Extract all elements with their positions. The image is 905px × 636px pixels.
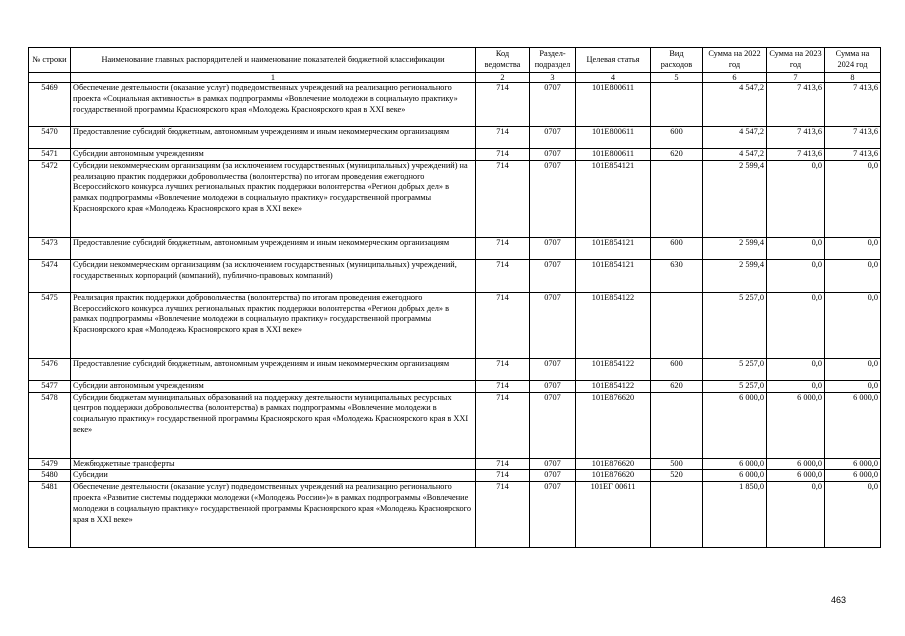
sum-2023-cell: 6 000,0 bbox=[767, 392, 825, 458]
column-number: 7 bbox=[767, 73, 825, 83]
column-number: 3 bbox=[530, 73, 576, 83]
sum-2024-cell: 7 413,6 bbox=[825, 149, 881, 161]
name-cell: Предоставление субсидий бюджетным, автономным учреждениям и иным некоммерческим организациям bbox=[71, 358, 476, 380]
sum-2022-cell: 1 850,0 bbox=[703, 482, 767, 548]
column-number: 2 bbox=[476, 73, 530, 83]
table-row bbox=[29, 292, 881, 358]
name-cell: Субсидии некоммерческим организациям (за исключением государственных (муниципальных) учреждений, государственных корпораций (компаний), публично-правовых компаний) bbox=[71, 259, 476, 292]
target-article-cell: 101E800611 bbox=[576, 149, 651, 161]
sum-2024-cell: 7 413,6 bbox=[825, 127, 881, 149]
table-row bbox=[29, 160, 881, 237]
dept-code-cell: 714 bbox=[476, 237, 530, 259]
sum-2024-cell: 6 000,0 bbox=[825, 458, 881, 470]
row-number-cell: 5480 bbox=[29, 470, 71, 482]
name-cell: Субсидии бюджетам муниципальных образований на поддержку деятельности муниципальных ресурсных центров поддержки добровольчества (волонтерства) в рамках подпрограммы «Вовлечение молодежи в социальную практику» государственной программы Красноярского края «Молодежь Красноярского края в XXI веке» bbox=[71, 392, 476, 458]
expense-type-cell bbox=[651, 83, 703, 127]
section-cell: 0707 bbox=[530, 392, 576, 458]
expense-type-cell: 630 bbox=[651, 259, 703, 292]
header-sum-2023: Сумма на 2023 год bbox=[767, 48, 825, 73]
dept-code-cell: 714 bbox=[476, 482, 530, 548]
header-target: Целевая статья bbox=[576, 48, 651, 73]
row-number-cell: 5477 bbox=[29, 380, 71, 392]
row-number-cell: 5479 bbox=[29, 458, 71, 470]
row-number-cell: 5475 bbox=[29, 292, 71, 358]
name-cell: Обеспечение деятельности (оказание услуг) подведомственных учреждений на реализацию регионального проекта «Развитие системы поддержки молодежи («Молодежь России»)» в рамках подпрограммы «Вовлечение молодежи в социальную практику» государственной программы Красноярского края «Молодежь Красноярского края в XXI веке» bbox=[71, 482, 476, 548]
section-cell: 0707 bbox=[530, 482, 576, 548]
name-cell: Обеспечение деятельности (оказание услуг) подведомственных учреждений на реализацию регионального проекта «Социальная активность» в рамках подпрограммы «Вовлечение молодежи в социальную практику» государственной программы Красноярского края «Молодежь Красноярского края в XXI веке» bbox=[71, 83, 476, 127]
section-cell: 0707 bbox=[530, 458, 576, 470]
section-cell: 0707 bbox=[530, 127, 576, 149]
table-row bbox=[29, 259, 881, 292]
name-cell: Субсидии некоммерческим организациям (за исключением государственных (муниципальных) учреждений) на реализацию практик поддержки добровольчества (волонтерства) по итогам проведения ежегодного Всероссийского конкурса лучших региональных практик поддержки волонтерства «Регион добрых дел» в рамках подпрограммы «Вовлечение молодежи в социальную практику» государственной программы Красноярского края «Молодежь Красноярского края в XXI веке» bbox=[71, 160, 476, 237]
expense-type-cell: 620 bbox=[651, 380, 703, 392]
row-number-cell: 5472 bbox=[29, 160, 71, 237]
sum-2022-cell: 5 257,0 bbox=[703, 358, 767, 380]
header-dept: Код ведомства bbox=[476, 48, 530, 73]
header-row bbox=[29, 48, 881, 73]
sum-2024-cell: 0,0 bbox=[825, 292, 881, 358]
sum-2024-cell: 6 000,0 bbox=[825, 470, 881, 482]
sum-2023-cell: 7 413,6 bbox=[767, 149, 825, 161]
row-number-cell: 5471 bbox=[29, 149, 71, 161]
expense-type-cell: 520 bbox=[651, 470, 703, 482]
section-cell: 0707 bbox=[530, 380, 576, 392]
target-article-cell: 101E854122 bbox=[576, 380, 651, 392]
sum-2023-cell: 0,0 bbox=[767, 259, 825, 292]
target-article-cell: 101E854122 bbox=[576, 292, 651, 358]
table-row bbox=[29, 237, 881, 259]
expense-type-cell: 600 bbox=[651, 237, 703, 259]
dept-code-cell: 714 bbox=[476, 259, 530, 292]
section-cell: 0707 bbox=[530, 83, 576, 127]
row-number-cell: 5476 bbox=[29, 358, 71, 380]
header-row-no: № строки bbox=[29, 48, 71, 73]
table-row bbox=[29, 358, 881, 380]
sum-2022-cell: 6 000,0 bbox=[703, 470, 767, 482]
dept-code-cell: 714 bbox=[476, 160, 530, 237]
sum-2022-cell: 4 547,2 bbox=[703, 149, 767, 161]
column-number: 8 bbox=[825, 73, 881, 83]
sum-2022-cell: 5 257,0 bbox=[703, 292, 767, 358]
dept-code-cell: 714 bbox=[476, 292, 530, 358]
expense-type-cell: 620 bbox=[651, 149, 703, 161]
expense-type-cell bbox=[651, 482, 703, 548]
sum-2023-cell: 0,0 bbox=[767, 237, 825, 259]
dept-code-cell: 714 bbox=[476, 458, 530, 470]
row-number-cell: 5481 bbox=[29, 482, 71, 548]
column-number: 1 bbox=[71, 73, 476, 83]
sum-2024-cell: 0,0 bbox=[825, 358, 881, 380]
sum-2023-cell: 6 000,0 bbox=[767, 470, 825, 482]
section-cell: 0707 bbox=[530, 470, 576, 482]
target-article-cell: 101E854121 bbox=[576, 160, 651, 237]
target-article-cell: 101E876620 bbox=[576, 392, 651, 458]
table-body bbox=[29, 83, 881, 548]
sum-2023-cell: 6 000,0 bbox=[767, 458, 825, 470]
target-article-cell: 101E800611 bbox=[576, 83, 651, 127]
sum-2023-cell: 7 413,6 bbox=[767, 83, 825, 127]
name-cell: Предоставление субсидий бюджетным, автономным учреждениям и иным некоммерческим организациям bbox=[71, 237, 476, 259]
table-row bbox=[29, 482, 881, 548]
sum-2022-cell: 2 599,4 bbox=[703, 259, 767, 292]
table-row bbox=[29, 470, 881, 482]
header-section: Раздел- подраздел bbox=[530, 48, 576, 73]
section-cell: 0707 bbox=[530, 358, 576, 380]
target-article-cell: 101E800611 bbox=[576, 127, 651, 149]
row-number-cell: 5474 bbox=[29, 259, 71, 292]
target-article-cell: 101E854121 bbox=[576, 237, 651, 259]
dept-code-cell: 714 bbox=[476, 380, 530, 392]
section-cell: 0707 bbox=[530, 149, 576, 161]
target-article-cell: 101E854121 bbox=[576, 259, 651, 292]
target-article-cell: 101EГ 00611 bbox=[576, 482, 651, 548]
sum-2022-cell: 6 000,0 bbox=[703, 392, 767, 458]
column-number: 4 bbox=[576, 73, 651, 83]
table-row bbox=[29, 127, 881, 149]
dept-code-cell: 714 bbox=[476, 470, 530, 482]
column-number: 5 bbox=[651, 73, 703, 83]
table-row bbox=[29, 149, 881, 161]
sum-2024-cell: 7 413,6 bbox=[825, 83, 881, 127]
sum-2023-cell: 0,0 bbox=[767, 292, 825, 358]
header-name: Наименование главных распорядителей и наименование показателей бюджетной классификации bbox=[71, 48, 476, 73]
sum-2024-cell: 0,0 bbox=[825, 259, 881, 292]
expense-type-cell bbox=[651, 292, 703, 358]
name-cell: Предоставление субсидий бюджетным, автономным учреждениям и иным некоммерческим организациям bbox=[71, 127, 476, 149]
header-expense-type: Вид расходов bbox=[651, 48, 703, 73]
row-number-cell: 5478 bbox=[29, 392, 71, 458]
sum-2024-cell: 0,0 bbox=[825, 160, 881, 237]
sum-2022-cell: 6 000,0 bbox=[703, 458, 767, 470]
table-row bbox=[29, 83, 881, 127]
name-cell: Субсидии автономным учреждениям bbox=[71, 380, 476, 392]
column-number bbox=[29, 73, 71, 83]
target-article-cell: 101E876620 bbox=[576, 470, 651, 482]
section-cell: 0707 bbox=[530, 259, 576, 292]
sum-2022-cell: 2 599,4 bbox=[703, 237, 767, 259]
sum-2023-cell: 0,0 bbox=[767, 482, 825, 548]
column-number-row bbox=[29, 73, 881, 83]
expense-type-cell: 500 bbox=[651, 458, 703, 470]
dept-code-cell: 714 bbox=[476, 127, 530, 149]
dept-code-cell: 714 bbox=[476, 83, 530, 127]
section-cell: 0707 bbox=[530, 160, 576, 237]
page-number: 463 bbox=[831, 595, 847, 605]
name-cell: Субсидии автономным учреждениям bbox=[71, 149, 476, 161]
sum-2024-cell: 0,0 bbox=[825, 482, 881, 548]
header-sum-2024: Сумма на 2024 год bbox=[825, 48, 881, 73]
sum-2023-cell: 0,0 bbox=[767, 160, 825, 237]
target-article-cell: 101E854122 bbox=[576, 358, 651, 380]
dept-code-cell: 714 bbox=[476, 149, 530, 161]
sum-2023-cell: 0,0 bbox=[767, 380, 825, 392]
table-row bbox=[29, 458, 881, 470]
expense-type-cell bbox=[651, 392, 703, 458]
sum-2023-cell: 7 413,6 bbox=[767, 127, 825, 149]
target-article-cell: 101E876620 bbox=[576, 458, 651, 470]
header-sum-2022: Сумма на 2022 год bbox=[703, 48, 767, 73]
expense-type-cell: 600 bbox=[651, 358, 703, 380]
sum-2022-cell: 2 599,4 bbox=[703, 160, 767, 237]
budget-table bbox=[28, 47, 881, 548]
row-number-cell: 5473 bbox=[29, 237, 71, 259]
sum-2023-cell: 0,0 bbox=[767, 358, 825, 380]
name-cell: Субсидии bbox=[71, 470, 476, 482]
sum-2022-cell: 4 547,2 bbox=[703, 83, 767, 127]
row-number-cell: 5469 bbox=[29, 83, 71, 127]
sum-2024-cell: 0,0 bbox=[825, 237, 881, 259]
section-cell: 0707 bbox=[530, 292, 576, 358]
sum-2024-cell: 0,0 bbox=[825, 380, 881, 392]
section-cell: 0707 bbox=[530, 237, 576, 259]
sum-2024-cell: 6 000,0 bbox=[825, 392, 881, 458]
name-cell: Реализация практик поддержки добровольчества (волонтерства) по итогам проведения ежегодного Всероссийского конкурса лучших региональных практик поддержки волонтерства «Регион добрых дел» в рамках подпрограммы «Вовлечение молодежи в социальную практику» государственной программы Красноярского края «Молодежь Красноярского края в XXI веке» bbox=[71, 292, 476, 358]
sum-2022-cell: 5 257,0 bbox=[703, 380, 767, 392]
name-cell: Межбюджетные трансферты bbox=[71, 458, 476, 470]
table-row bbox=[29, 392, 881, 458]
sum-2022-cell: 4 547,2 bbox=[703, 127, 767, 149]
row-number-cell: 5470 bbox=[29, 127, 71, 149]
table-row bbox=[29, 380, 881, 392]
dept-code-cell: 714 bbox=[476, 358, 530, 380]
column-number: 6 bbox=[703, 73, 767, 83]
expense-type-cell: 600 bbox=[651, 127, 703, 149]
expense-type-cell bbox=[651, 160, 703, 237]
dept-code-cell: 714 bbox=[476, 392, 530, 458]
